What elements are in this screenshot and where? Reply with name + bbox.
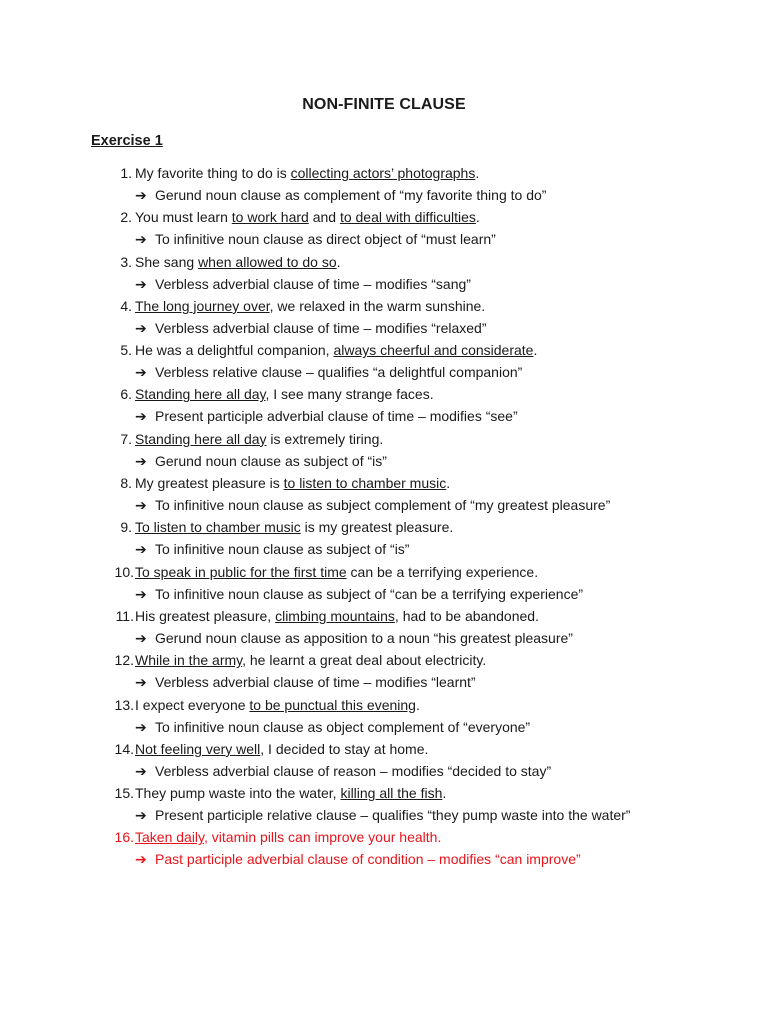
sentence-text: My greatest pleasure is [135, 475, 284, 492]
underlined-clause: While in the army [135, 652, 243, 669]
item-number: 9. [120, 519, 132, 536]
underlined-clause: to be punctual this evening [249, 696, 416, 713]
clause-analysis [135, 583, 583, 605]
underlined-clause: collecting actors’ photographs [290, 165, 476, 181]
example-sentence [135, 162, 479, 184]
arrow-right-icon: ➔ [135, 807, 147, 824]
example-sentence [135, 339, 537, 361]
analysis-text: To infinitive noun clause as object complement of “everyone” [155, 718, 531, 735]
sentence-text: , vitamin pills can improve your health. [204, 829, 442, 846]
sentence-text: He was a delightful companion, [135, 342, 334, 359]
example-sentence [135, 738, 428, 760]
clause-analysis [135, 273, 471, 295]
example-sentence [135, 472, 450, 494]
arrow-right-icon: ➔ [135, 762, 147, 779]
sentence-text: I expect everyone [135, 696, 250, 713]
analysis-text: Gerund noun clause as apposition to a noun “his greatest pleasure” [155, 629, 573, 646]
underlined-clause: always cheerful and considerate [333, 342, 534, 359]
exercise-item [0, 383, 768, 427]
arrow-right-icon: ➔ [135, 629, 147, 646]
underlined-clause: Not feeling very well [135, 740, 261, 757]
analysis-text: Verbless adverbial clause of time – modifies “sang” [155, 275, 471, 292]
sentence-text: They pump waste into the water, [135, 785, 341, 802]
arrow-right-icon: ➔ [135, 851, 147, 868]
sentence-text: , I decided to stay at home. [260, 740, 429, 757]
example-sentence [135, 383, 434, 405]
sentence-text: is my greatest pleasure. [300, 519, 454, 536]
sentence-text: She sang [135, 253, 199, 270]
analysis-text: Verbless adverbial clause of time – modifies “learnt” [155, 674, 476, 691]
clause-analysis [135, 361, 522, 383]
sentence-text: , had to be abandoned. [394, 607, 539, 624]
underlined-clause: to work hard [231, 209, 309, 226]
arrow-right-icon: ➔ [135, 541, 147, 558]
arrow-right-icon: ➔ [135, 674, 147, 691]
analysis-text: Gerund noun clause as subject of “is” [155, 452, 387, 469]
item-number: 8. [120, 475, 132, 492]
clause-analysis [135, 450, 387, 472]
analysis-text: To infinitive noun clause as direct object of “must learn” [155, 231, 496, 248]
example-sentence [135, 206, 480, 228]
example-sentence [135, 561, 538, 583]
exercise-item [0, 738, 768, 782]
page-title: NON-FINITE CLAUSE [302, 96, 466, 113]
arrow-right-icon: ➔ [135, 497, 147, 514]
underlined-clause: To listen to chamber music [135, 519, 301, 536]
sentence-text: You must learn [135, 209, 232, 226]
item-number: 5. [120, 342, 132, 359]
exercise-item [0, 206, 768, 250]
example-sentence [135, 251, 341, 273]
arrow-right-icon: ➔ [135, 275, 147, 292]
clause-analysis [135, 716, 530, 738]
arrow-right-icon: ➔ [135, 319, 147, 336]
exercise-heading: Exercise 1 [91, 133, 163, 149]
analysis-text: Present participle relative clause – qualifies “they pump waste into the water” [155, 807, 631, 824]
exercise-item [0, 339, 768, 383]
underlined-clause: to deal with difficulties [339, 209, 476, 226]
item-number: 10. [114, 563, 134, 580]
sentence-text: His greatest pleasure, [135, 607, 276, 624]
arrow-right-icon: ➔ [135, 585, 147, 602]
item-number: 7. [120, 430, 132, 447]
analysis-text: Verbless adverbial clause of time – modifies “relaxed” [155, 319, 487, 336]
example-sentence [135, 782, 446, 804]
item-number: 11. [115, 607, 134, 624]
analysis-text: To infinitive noun clause as subject complement of “my greatest pleasure” [155, 497, 611, 514]
clause-analysis [135, 317, 487, 339]
exercise-list [0, 162, 768, 871]
clause-analysis [135, 848, 581, 870]
sentence-text: . [475, 209, 480, 226]
sentence-text: can be a terrifying experience. [346, 563, 539, 580]
item-number: 2. [120, 209, 132, 226]
clause-analysis [135, 184, 546, 206]
clause-analysis [135, 671, 476, 693]
underlined-clause: killing all the fish [340, 785, 443, 802]
exercise-item [0, 516, 768, 560]
underlined-clause: Standing here all day [135, 430, 267, 447]
arrow-right-icon: ➔ [135, 187, 147, 203]
item-number: 12. [114, 652, 134, 669]
item-number: 3. [120, 253, 132, 270]
sentence-text: . [446, 475, 451, 492]
clause-analysis [135, 760, 551, 782]
item-number: 15. [114, 785, 134, 802]
sentence-text: , I see many strange faces. [265, 386, 434, 403]
clause-analysis [135, 405, 518, 427]
sentence-text: and [308, 209, 340, 226]
clause-analysis [135, 627, 573, 649]
item-number: 1. [120, 165, 132, 181]
sentence-text: , he learnt a great deal about electricity. [242, 652, 487, 669]
item-number: 14. [114, 740, 134, 757]
exercise-item [0, 649, 768, 693]
example-sentence [135, 694, 420, 716]
sentence-text: My favorite thing to do is [135, 165, 291, 181]
example-sentence [135, 826, 441, 848]
sentence-text: . [442, 785, 447, 802]
underlined-clause: when allowed to do so [198, 253, 337, 270]
analysis-text: Verbless relative clause – qualifies “a delightful companion” [155, 364, 523, 381]
example-sentence [135, 295, 485, 317]
arrow-right-icon: ➔ [135, 408, 147, 425]
example-sentence [135, 516, 453, 538]
underlined-clause: To speak in public for the first time [135, 563, 347, 580]
underlined-clause: Standing here all day [135, 386, 266, 403]
exercise-item [0, 251, 768, 295]
sentence-text: , we relaxed in the warm sunshine. [269, 297, 486, 314]
item-number: 6. [120, 386, 132, 403]
exercise-item [0, 428, 768, 472]
underlined-clause: climbing mountains [275, 607, 395, 624]
underlined-clause: Taken daily [135, 829, 205, 846]
example-sentence [135, 649, 486, 671]
item-number: 4. [120, 297, 132, 314]
underlined-clause: The long journey over [135, 297, 270, 314]
analysis-text: Gerund noun clause as complement of “my favorite thing to do” [155, 187, 547, 203]
example-sentence [135, 428, 383, 450]
exercise-item [0, 162, 768, 206]
clause-analysis [135, 804, 630, 826]
exercise-item [0, 605, 768, 649]
sentence-text: . [475, 165, 480, 181]
item-number: 13. [114, 696, 134, 713]
arrow-right-icon: ➔ [135, 364, 147, 381]
analysis-text: Verbless adverbial clause of reason – modifies “decided to stay” [155, 762, 552, 779]
analysis-text: To infinitive noun clause as subject of “can be a terrifying experience” [155, 585, 584, 602]
underlined-clause: to listen to chamber music [283, 475, 447, 492]
exercise-item [0, 561, 768, 605]
exercise-item [0, 826, 768, 870]
exercise-item [0, 472, 768, 516]
sentence-text: . [415, 696, 420, 713]
sentence-text: is extremely tiring. [266, 430, 384, 447]
arrow-right-icon: ➔ [135, 231, 147, 248]
clause-analysis [135, 228, 496, 250]
clause-analysis [135, 538, 409, 560]
clause-analysis [135, 494, 610, 516]
analysis-text: To infinitive noun clause as subject of “is” [155, 541, 410, 558]
arrow-right-icon: ➔ [135, 452, 147, 469]
arrow-right-icon: ➔ [135, 718, 147, 735]
exercise-item [0, 694, 768, 738]
analysis-text: Past participle adverbial clause of condition – modifies “can improve” [155, 851, 581, 868]
sentence-text: . [336, 253, 341, 270]
sentence-text: . [533, 342, 538, 359]
exercise-item [0, 782, 768, 826]
example-sentence [135, 605, 539, 627]
exercise-item [0, 295, 768, 339]
item-number: 16. [114, 829, 134, 846]
analysis-text: Present participle adverbial clause of time – modifies “see” [155, 408, 518, 425]
